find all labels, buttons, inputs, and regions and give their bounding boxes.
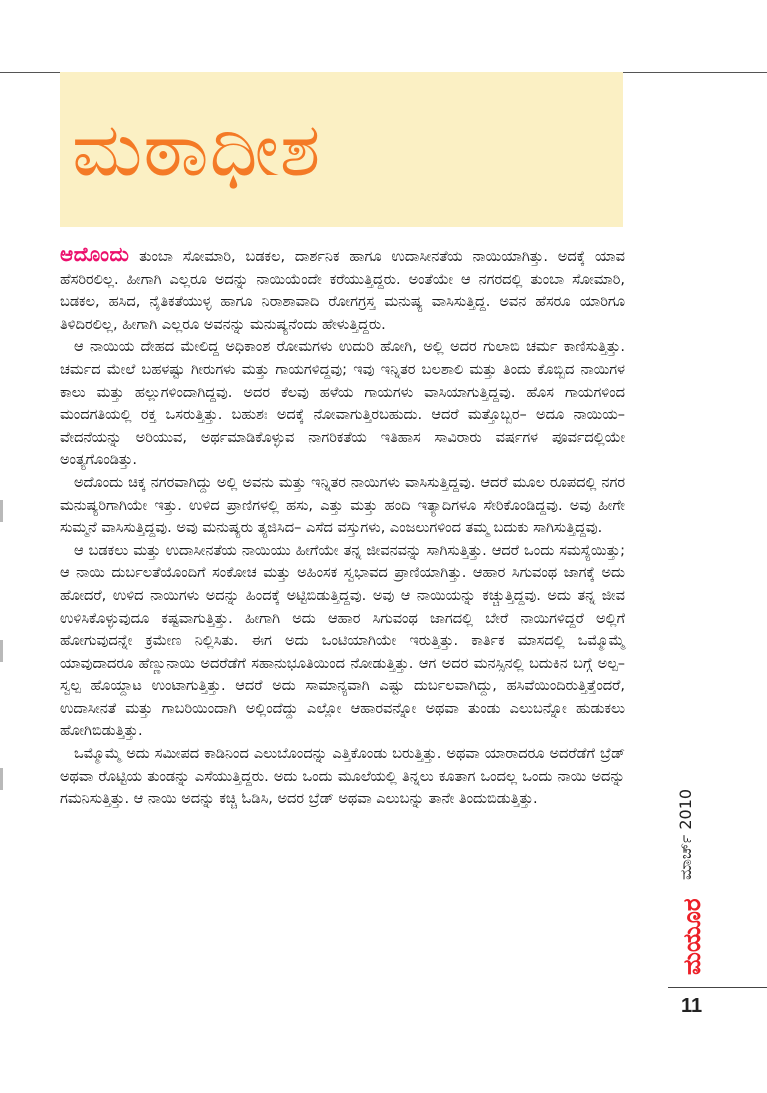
page-number: 11 — [681, 995, 703, 1017]
first-paragraph-text: ತುಂಬಾ ಸೋಮಾರಿ, ಬಡಕಲ, ದಾರ್ಶನಿಕ ಹಾಗೂ ಉದಾಸೀನತೆಯ ನಾಯಿಯಾಗಿತ್ತು. ಅದಕ್ಕೆ ಯಾವ ಹೆಸರಿರಲಿಲ್ಲ. ಹೀಗಾಗಿ ಎಲ್ಲರೂ ಅದನ್ನು ನಾಯಿಯೆಂದೇ ಕರೆಯುತ್ತಿದ್ದರು. ಅಂತೆಯೇ ಆ ನಗರದಲ್ಲಿ ತುಂಬಾ ಸೋಮಾರಿ, ಬಡಕಲ, ಹಸಿದ, ನೈತಿಕತೆಯುಳ್ಳ ಹಾಗೂ ನಿರಾಶಾವಾದಿ ರೋಗಗ್ರಸ್ತ ಮನುಷ್ಯ ವಾಸಿಸುತ್ತಿದ್ದ. ಅವನ ಹೆಸರೂ ಯಾರಿಗೂ ತಿಳಿದಿರಲಿಲ್ಲ, ಹೀಗಾಗಿ ಎಲ್ಲರೂ ಅವನನ್ನು ಮನುಷ್ಯನೆಂದು ಹೇಳುತ್ತಿದ್ದರು. — [60, 249, 625, 333]
article-paragraph: ಆ ನಾಯಿಯ ದೇಹದ ಮೇಲಿದ್ದ ಅಧಿಕಾಂಶ ರೋಮಗಳು ಉದುರಿ ಹೋಗಿ, ಅಲ್ಲಿ ಅದರ ಗುಲಾಬಿ ಚರ್ಮ ಕಾಣಿಸುತ್ತಿತ್ತು. ಚರ್ಮದ ಮೇಲೆ ಬಹಳಷ್ಟು ಗೀರುಗಳು ಮತ್ತು ಗಾಯಗಳಿದ್ದವು; ಇವು ಇನ್ನಿತರ ಬಲಶಾಲಿ ಮತ್ತು ತಿಂದು ಕೊಬ್ಬಿದ ನಾಯಿಗಳ ಕಾಲು ಮತ್ತು ಹಲ್ಲುಗಳಿಂದಾಗಿದ್ದವು. ಅದರ ಕೆಲವು ಹಳೆಯ ಗಾಯಗಳು ವಾಸಿಯಾಗುತ್ತಿದ್ದವು. ಹೊಸ ಗಾಯಗಳಿಂದ ಮಂದಗತಿಯಲ್ಲಿ ರಕ್ತ ಒಸರುತ್ತಿತ್ತು. ಬಹುಶಃ ಅದಕ್ಕೆ ನೋವಾಗುತ್ತಿರಬಹುದು. ಆದರೆ ಮತ್ತೊಬ್ಬರ– ಅದೂ ನಾಯಿಯ– ವೇದನೆಯನ್ನು ಅರಿಯುವ, ಅರ್ಥಮಾಡಿಕೊಳ್ಳುವ ನಾಗರಿಕತೆಯ ಇತಿಹಾಸ ಸಾವಿರಾರು ವರ್ಷಗಳ ಪೂರ್ವದಲ್ಲಿಯೇ ಅಂತ್ಯಗೊಂಡಿತ್ತು. — [60, 339, 625, 469]
article-paragraph: ಅದೊಂದು ಚಿಕ್ಕ ನಗರವಾಗಿದ್ದು ಅಲ್ಲಿ ಅವನು ಮತ್ತು ಇನ್ನಿತರ ನಾಯಿಗಳು ವಾಸಿಸುತ್ತಿದ್ದವು. ಆದರೆ ಮೂಲ ರೂಪದಲ್ಲಿ ನಗರ ಮನುಷ್ಯರಿಗಾಗಿಯೇ ಇತ್ತು. ಉಳಿದ ಪ್ರಾಣಿಗಳಲ್ಲಿ ಹಸು, ಎತ್ತು ಮತ್ತು ಹಂದಿ ಇತ್ಯಾದಿಗಳೂ ಸೇರಿಕೊಂಡಿದ್ದವು. ಅವು ಹೀಗೇ ಸುಮ್ಮನೆ ವಾಸಿಸುತ್ತಿದ್ದವು. ಅವು ಮನುಷ್ಯರು ತ್ಯಜಿಸಿದ– ಎಸೆದ ವಸ್ತುಗಳು, ಎಂಜಲುಗಳಿಂದ ತಮ್ಮ ಬದುಕು ಸಾಗಿಸುತ್ತಿದ್ದವು. — [60, 474, 625, 537]
article-body — [60, 243, 625, 811]
article-paragraph: ಆ ಬಡಕಲು ಮತ್ತು ಉದಾಸೀನತೆಯ ನಾಯಿಯು ಹೀಗೆಯೇ ತನ್ನ ಜೀವನವನ್ನು ಸಾಗಿಸುತ್ತಿತ್ತು. ಆದರೆ ಒಂದು ಸಮಸ್ಯೆಯಿತ್ತು; ಆ ನಾಯಿ ದುರ್ಬಲತೆಯೊಂದಿಗೆ ಸಂಕೋಚ ಮತ್ತು ಅಹಿಂಸಕ ಸ್ವಭಾವದ ಪ್ರಾಣಿಯಾಗಿತ್ತು. ಆಹಾರ ಸಿಗುವಂಥ ಜಾಗಕ್ಕೆ ಅದು ಹೋದರೆ, ಉಳಿದ ನಾಯಿಗಳು ಅದನ್ನು ಹಿಂದಕ್ಕೆ ಅಟ್ಟಿಬಿಡುತ್ತಿದ್ದವು. ಅವು ಆ ನಾಯಿಯನ್ನು ಕಚ್ಚುತ್ತಿದ್ದವು. ಅದು ತನ್ನ ಜೀವ ಉಳಿಸಿಕೊಳ್ಳುವುದೂ ಕಷ್ಟವಾಗುತ್ತಿತ್ತು. ಹೀಗಾಗಿ ಅದು ಆಹಾರ ಸಿಗುವಂಥ ಜಾಗದಲ್ಲಿ ಬೇರೆ ನಾಯಿಗಳಿದ್ದರೆ ಅಲ್ಲಿಗೆ ಹೋಗುವುದನ್ನೇ ಕ್ರಮೇಣ ನಿಲ್ಲಿಸಿತು. ಈಗ ಅದು ಒಂಟಿಯಾಗಿಯೇ ಇರುತ್ತಿತ್ತು. ಕಾರ್ತಿಕ ಮಾಸದಲ್ಲಿ ಒಮ್ಮೊಮ್ಮೆ ಯಾವುದಾದರೂ ಹೆಣ್ಣುನಾಯಿ ಅದರೆಡೆಗೆ ಸಹಾನುಭೂತಿಯಿಂದ ನೋಡುತ್ತಿತ್ತು. ಆಗ ಅದರ ಮನಸ್ಸಿನಲ್ಲಿ ಬದುಕಿನ ಬಗ್ಗೆ ಅಲ್ಪ–ಸ್ವಲ್ಪ ಹೊಯ್ದಾಟ ಉಂಟಾಗುತ್ತಿತ್ತು. ಆದರೆ ಅದು ಸಾಮಾನ್ಯವಾಗಿ ಎಷ್ಟು ದುರ್ಬಲವಾಗಿದ್ದು, ಹಸಿವೆಯಿಂದಿರುತ್ತಿತ್ತೆಂದರೆ, ಉದಾಸೀನತೆ ಮತ್ತು ಗಾಬರಿಯಿಂದಾಗಿ ಅಲ್ಲಿಂದೆದ್ದು ಎಲ್ಲೋ ಆಹಾರವನ್ನೋ ಅಥವಾ ತುಂಡು ಎಲುಬನ್ನೋ ಹುಡುಕಲು ಹೋಗಿಬಿಡುತ್ತಿತ್ತು. — [60, 542, 625, 740]
margin-marks — [0, 500, 3, 800]
page-title: ಮಠಾಧೀಶ — [72, 107, 322, 193]
magazine-logo: ಮಯೂರ — [678, 898, 706, 975]
footer-rule — [668, 987, 767, 988]
drop-word: ಆದೊಂದು — [60, 242, 130, 266]
issue-date: ಮಾರ್ಚ್ 2010 — [676, 788, 695, 880]
article-paragraph — [60, 243, 625, 336]
article-paragraph: ಒಮ್ಮೊಮ್ಮೆ ಅದು ಸಮೀಪದ ಕಾಡಿನಿಂದ ಎಲುಬೊಂದನ್ನು ಎತ್ತಿಕೊಂಡು ಬರುತ್ತಿತ್ತು. ಅಥವಾ ಯಾರಾದರೂ ಅದರೆಡೆಗೆ ಬ್ರೆಡ್ ಅಥವಾ ರೊಟ್ಟಿಯ ತುಂಡನ್ನು ಎಸೆಯುತ್ತಿದ್ದರು. ಅದು ಒಂದು ಮೂಲೆಯಲ್ಲಿ ತಿನ್ನಲು ಕೂತಾಗ ಒಂದಲ್ಲ ಒಂದು ನಾಯಿ ಅದನ್ನು ಗಮನಿಸುತ್ತಿತ್ತು. ಆ ನಾಯಿ ಅದನ್ನು ಕಚ್ಚಿ ಓಡಿಸಿ, ಅದರ ಬ್ರೆಡ್ ಅಥವಾ ಎಲುಬನ್ನು ತಾನೇ ತಿಂದುಬಿಡುತ್ತಿತ್ತು. — [60, 746, 625, 808]
